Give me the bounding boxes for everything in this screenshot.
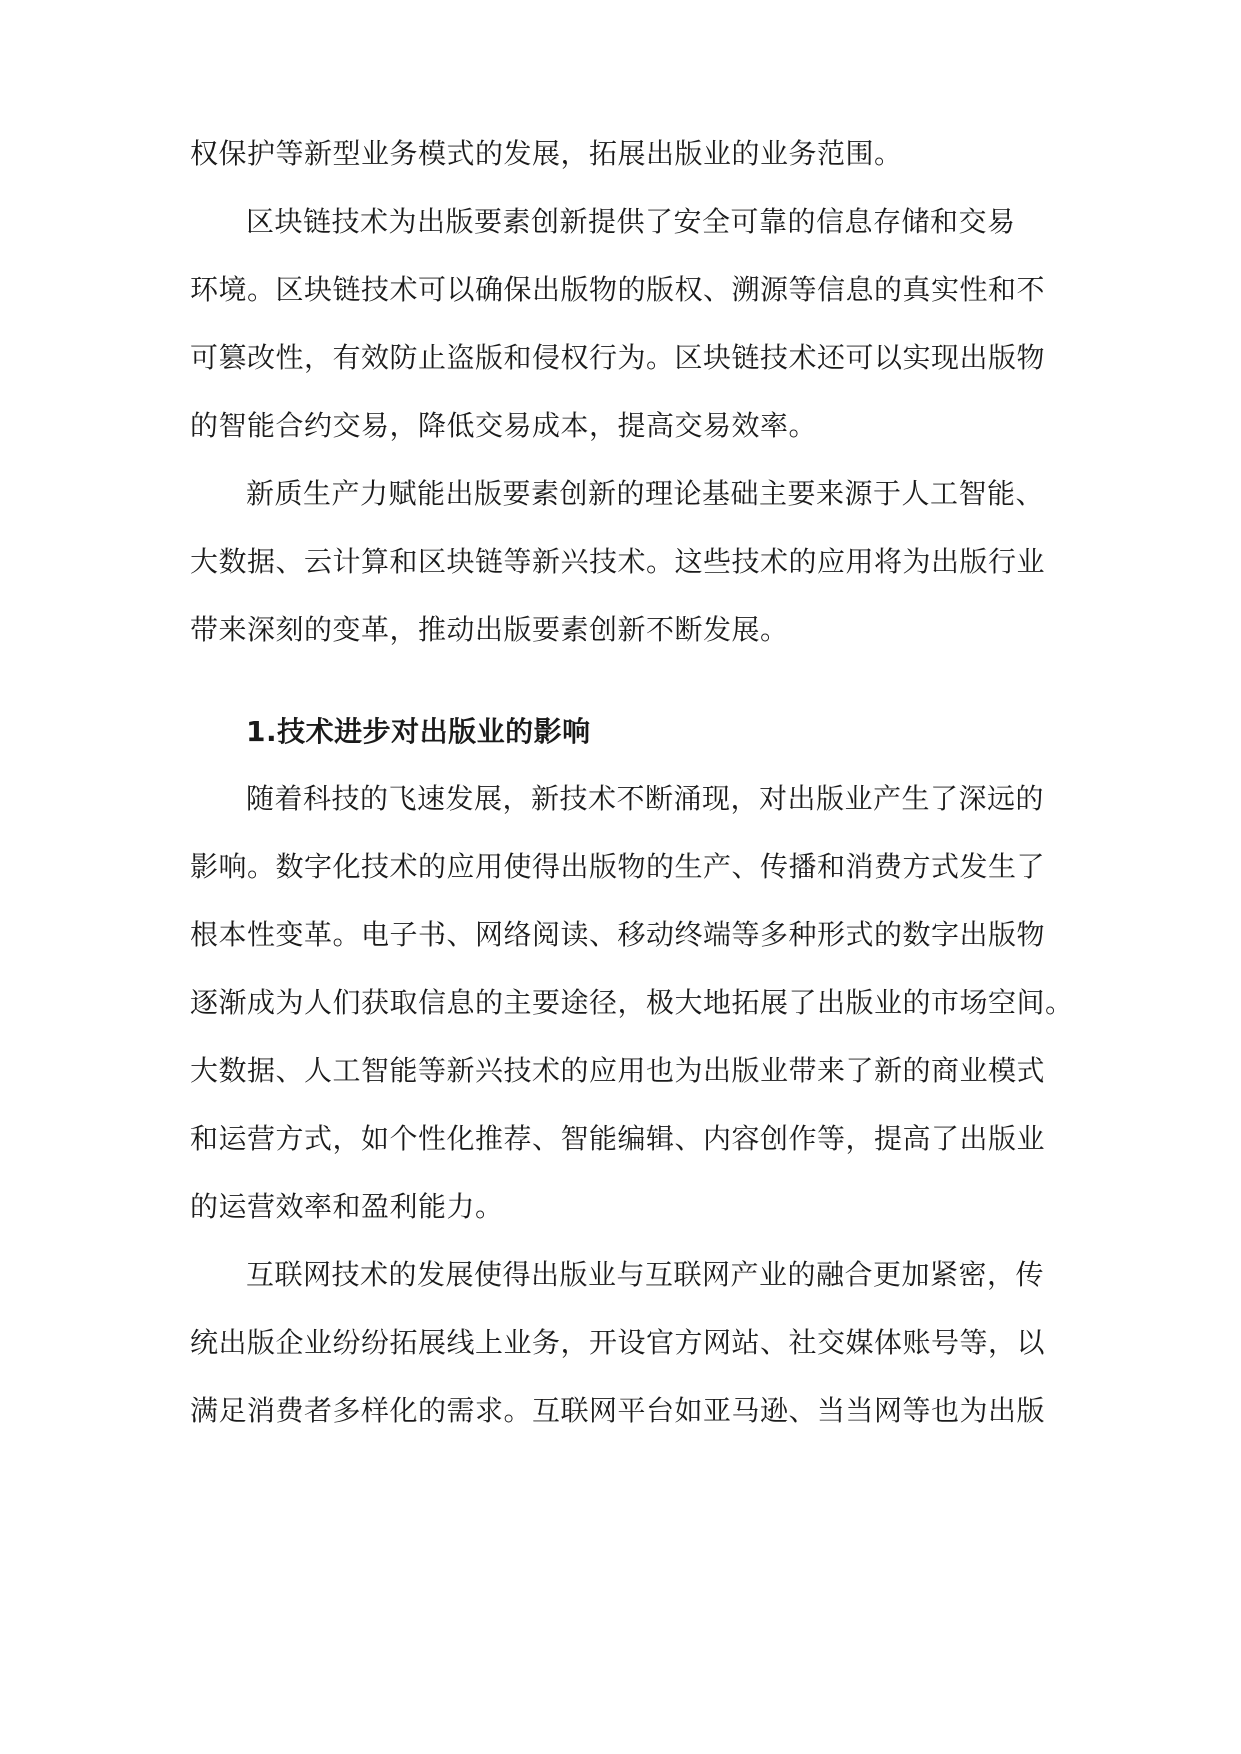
- paragraph-line: 互联网技术的发展使得出版业与互联网产业的融合更加紧密，传: [246, 1258, 1045, 1291]
- paragraph-line: 满足消费者多样化的需求。互联网平台如亚马逊、当当网等也为出版: [190, 1394, 1046, 1427]
- paragraph-line: 的运营效率和盈利能力。: [190, 1190, 504, 1223]
- section-heading: 1.技术进步对出版业的影响: [246, 715, 591, 748]
- paragraph-line: 带来深刻的变革，推动出版要素创新不断发展。: [190, 613, 789, 646]
- paragraph-line: 大数据、人工智能等新兴技术的应用也为出版业带来了新的商业模式: [190, 1054, 1046, 1087]
- paragraph-line: 随着科技的飞速发展，新技术不断涌现，对出版业产生了深远的: [246, 782, 1045, 815]
- paragraph-line: 统出版企业纷纷拓展线上业务，开设官方网站、社交媒体账号等，以: [190, 1326, 1046, 1359]
- paragraph-line: 根本性变革。电子书、网络阅读、移动终端等多种形式的数字出版物: [190, 918, 1046, 951]
- paragraph-line: 逐渐成为人们获取信息的主要途径，极大地拓展了出版业的市场空间。: [190, 986, 1074, 1019]
- paragraph-line: 的智能合约交易，降低交易成本，提高交易效率。: [190, 409, 818, 442]
- paragraph-line: 可篡改性，有效防止盗版和侵权行为。区块链技术还可以实现出版物: [190, 341, 1046, 374]
- paragraph-line: 环境。区块链技术可以确保出版物的版权、溯源等信息的真实性和不: [190, 273, 1046, 306]
- paragraph-line: 影响。数字化技术的应用使得出版物的生产、传播和消费方式发生了: [190, 850, 1046, 883]
- paragraph-line: 区块链技术为出版要素创新提供了安全可靠的信息存储和交易: [246, 205, 1016, 238]
- paragraph-line: 和运营方式，如个性化推荐、智能编辑、内容创作等，提高了出版业: [190, 1122, 1046, 1155]
- paragraph-line: 大数据、云计算和区块链等新兴技术。这些技术的应用将为出版行业: [190, 545, 1046, 578]
- paragraph-line: 权保护等新型业务模式的发展，拓展出版业的业务范围。: [190, 137, 903, 170]
- paragraph-line: 新质生产力赋能出版要素创新的理论基础主要来源于人工智能、: [246, 477, 1045, 510]
